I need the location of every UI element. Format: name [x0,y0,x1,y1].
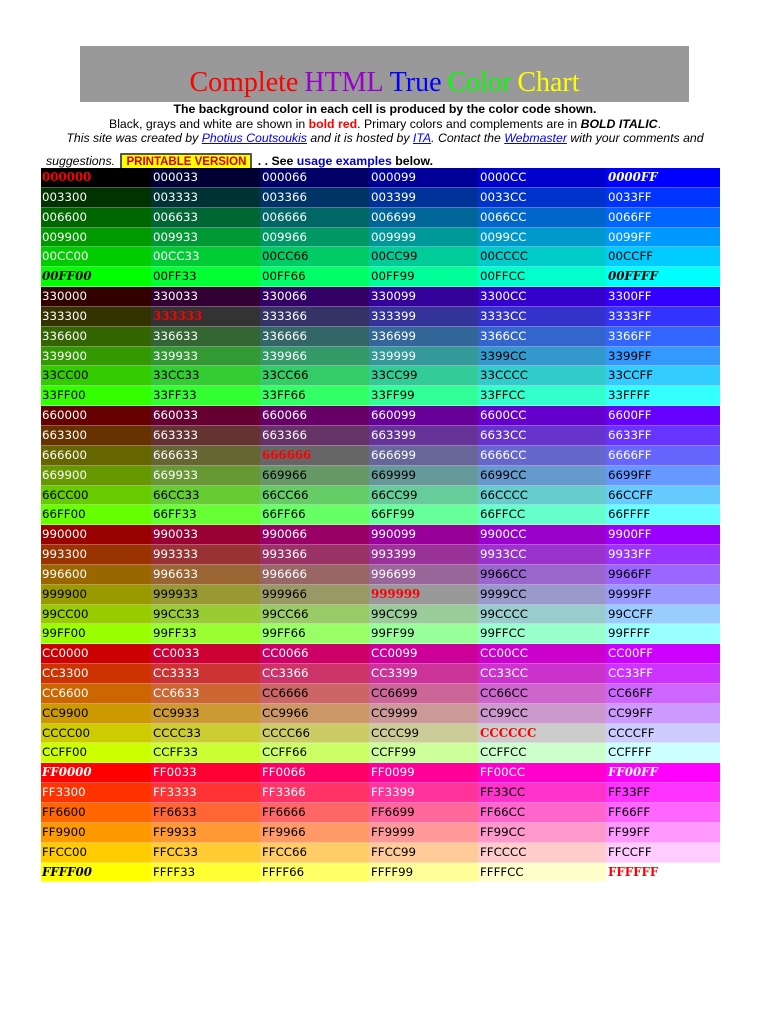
color-cell: CC66FF [606,684,720,704]
color-cell: 66FFFF [606,505,720,525]
color-cell: 99CC66 [260,605,369,625]
color-cell: 6699FF [606,466,720,486]
color-cell: CCCC99 [369,724,478,744]
title-word-chart: Chart [517,67,580,98]
color-cell: 669999 [369,466,478,486]
color-cell: 330099 [369,287,478,307]
color-cell: 003300 [41,188,151,208]
color-cell: 000033 [151,168,260,188]
color-cell: 00FFFF [606,267,720,287]
webmaster-link[interactable]: Webmaster [504,131,567,145]
color-cell: 00CC66 [260,247,369,267]
color-cell: 00FF99 [369,267,478,287]
color-cell: CC6699 [369,684,478,704]
color-cell: 0066CC [478,208,606,228]
color-cell: FF9966 [260,823,369,843]
color-cell: 9933CC [478,545,606,565]
color-cell: 99CCFF [606,605,720,625]
color-cell: 993366 [260,545,369,565]
color-cell: CC00CC [478,644,606,664]
color-cell: CC00FF [606,644,720,664]
color-cell: 669966 [260,466,369,486]
color-cell: 66CC66 [260,486,369,506]
color-cell: CC0000 [41,644,151,664]
color-cell: 00CCCC [478,247,606,267]
color-cell: CCCCCC [478,724,606,744]
color-cell: FF6600 [41,803,151,823]
color-cell: FF33CC [478,783,606,803]
color-cell: FF9933 [151,823,260,843]
color-cell: FF66FF [606,803,720,823]
color-cell: 996633 [151,565,260,585]
color-cell: CCCCFF [606,724,720,744]
color-cell: FF00CC [478,763,606,783]
color-cell: CCFF00 [41,743,151,763]
color-cell: 33CC33 [151,366,260,386]
color-cell: CC9999 [369,704,478,724]
color-cell: 33FFCC [478,386,606,406]
color-cell: 660000 [41,406,151,426]
color-cell: 9999CC [478,585,606,605]
color-cell: 0066FF [606,208,720,228]
color-cell: 000099 [369,168,478,188]
color-cell: 669933 [151,466,260,486]
color-cell: 003399 [369,188,478,208]
color-cell: CCFF66 [260,743,369,763]
intro-line-3d: with your comments and [566,131,704,145]
color-cell: 663399 [369,426,478,446]
color-cell: 999999 [369,585,478,605]
color-cell: 999933 [151,585,260,605]
color-cell: 3333CC [478,307,606,327]
color-cell: 006600 [41,208,151,228]
color-cell: 339900 [41,347,151,367]
color-cell: CC99CC [478,704,606,724]
color-cell: CC9900 [41,704,151,724]
color-cell: FFCCCC [478,843,606,863]
color-cell: 99CC33 [151,605,260,625]
color-cell: FF0000 [41,763,151,783]
color-cell: 00CC33 [151,247,260,267]
intro-line-2a: Black, grays and white are shown in [109,116,309,131]
color-cell: 9966FF [606,565,720,585]
title-word-true: True [389,67,442,98]
color-cell: 99FFCC [478,624,606,644]
color-cell: CC66CC [478,684,606,704]
color-cell: 666699 [369,446,478,466]
color-cell: FFCCFF [606,843,720,863]
color-cell: 66CC99 [369,486,478,506]
color-cell: CC3300 [41,664,151,684]
color-cell: 00CCFF [606,247,720,267]
color-cell: 9966CC [478,565,606,585]
color-cell: FF0033 [151,763,260,783]
color-cell: CC33FF [606,664,720,684]
usage-examples-link[interactable]: usage examples [296,153,392,168]
color-cell: CC33CC [478,664,606,684]
color-cell: FF0099 [369,763,478,783]
color-cell: CCFFCC [478,743,606,763]
intro-line-2b: . Primary colors and complements are in [357,116,581,131]
color-cell: 99FF33 [151,624,260,644]
intro-line-3 [40,131,730,146]
bold-italic-label: BOLD ITALIC [580,116,658,131]
color-cell: 99CCCC [478,605,606,625]
color-cell: 339933 [151,347,260,367]
bold-red-label: bold red [308,116,358,131]
color-cell: 0099CC [478,228,606,248]
color-cell: 990000 [41,525,151,545]
color-cell: FF66CC [478,803,606,823]
color-cell: 996666 [260,565,369,585]
title-banner [80,46,689,102]
color-cell: 993300 [41,545,151,565]
color-cell: 990099 [369,525,478,545]
title-word-complete: Complete [189,67,299,98]
intro-line-1: The background color in each cell is produced by the color code shown. [173,102,597,116]
color-cell: 66CC00 [41,486,151,506]
color-cell: FF99FF [606,823,720,843]
color-cell: 33CCFF [606,366,720,386]
color-cell: 33FF00 [41,386,151,406]
color-cell: CC6600 [41,684,151,704]
page-title [80,66,689,100]
color-cell: FFCC33 [151,843,260,863]
color-cell: 6600FF [606,406,720,426]
color-cell: FF6699 [369,803,478,823]
intro-line-4c: below. [391,153,434,168]
color-cell: CC3333 [151,664,260,684]
color-cell: 336666 [260,327,369,347]
color-cell: 9999FF [606,585,720,605]
color-cell: 0000FF [606,168,720,188]
color-cell: 66FFCC [478,505,606,525]
color-cell: CCFF33 [151,743,260,763]
color-cell: 66CCCC [478,486,606,506]
intro-line-2 [40,117,730,132]
color-cell: 66CC33 [151,486,260,506]
color-cell: FF3300 [41,783,151,803]
color-cell: 6666FF [606,446,720,466]
color-cell: CCFF99 [369,743,478,763]
title-word-color: Color [447,67,512,98]
color-cell: 000066 [260,168,369,188]
color-cell: 00FF66 [260,267,369,287]
color-cell: FFFF66 [260,863,369,883]
color-cell: 009966 [260,228,369,248]
color-cell: 99FFFF [606,624,720,644]
color-cell: 99FF99 [369,624,478,644]
color-cell: 990066 [260,525,369,545]
color-cell: CCCC66 [260,724,369,744]
color-cell: 006699 [369,208,478,228]
color-cell: 336633 [151,327,260,347]
title-word-html: HTML [304,67,384,98]
color-cell: 00CC00 [41,247,151,267]
color-cell: 990033 [151,525,260,545]
color-cell: CC6633 [151,684,260,704]
color-cell: 330066 [260,287,369,307]
color-cell: CC3366 [260,664,369,684]
color-cell: 660099 [369,406,478,426]
color-cell: 339966 [260,347,369,367]
color-cell: FFCC99 [369,843,478,863]
color-cell: 666633 [151,446,260,466]
color-cell: 3399CC [478,347,606,367]
color-cell: 996699 [369,565,478,585]
color-cell: 333333 [151,307,260,327]
color-cell: FFFF33 [151,863,260,883]
color-cell: FF99CC [478,823,606,843]
color-cell: 33CCCC [478,366,606,386]
color-cell: FFFFFF [606,863,720,883]
color-cell: 9900FF [606,525,720,545]
color-cell: 0099FF [606,228,720,248]
color-cell: CC0099 [369,644,478,664]
color-cell: FFCC66 [260,843,369,863]
color-cell: 66FF99 [369,505,478,525]
color-cell: CC0066 [260,644,369,664]
color-cell: 33FFFF [606,386,720,406]
color-cell: 00FFCC [478,267,606,287]
color-cell: FF9900 [41,823,151,843]
color-cell: 666666 [260,446,369,466]
color-cell: CC3399 [369,664,478,684]
color-cell: FF33FF [606,783,720,803]
color-cell: 336699 [369,327,478,347]
color-cell: 99CC00 [41,605,151,625]
color-cell: 0000CC [478,168,606,188]
color-cell: CCFFFF [606,743,720,763]
color-cell: 999900 [41,585,151,605]
color-cell: 003333 [151,188,260,208]
color-cell: FF6666 [260,803,369,823]
color-cell: 336600 [41,327,151,347]
color-cell: 33CC00 [41,366,151,386]
color-cell: 330033 [151,287,260,307]
color-cell: 333300 [41,307,151,327]
color-chart-table [41,168,720,882]
color-cell: 666600 [41,446,151,466]
color-cell: 33CC99 [369,366,478,386]
color-cell: 6699CC [478,466,606,486]
intro-line-3a: This site was created by [66,131,202,145]
intro-line-4b: . . See [254,153,297,168]
color-cell: CCCC33 [151,724,260,744]
color-cell: 663366 [260,426,369,446]
color-cell: 00FF00 [41,267,151,287]
color-cell: 9933FF [606,545,720,565]
color-cell: 009900 [41,228,151,248]
color-cell: 6633CC [478,426,606,446]
color-cell: CCCC00 [41,724,151,744]
color-cell: 663300 [41,426,151,446]
author-link[interactable]: Photius Coutsoukis [201,131,307,145]
color-cell: 000000 [41,168,151,188]
printable-version-button[interactable]: PRINTABLE VERSION [120,153,252,171]
color-cell: 669900 [41,466,151,486]
color-cell: CC9933 [151,704,260,724]
color-cell: FF9999 [369,823,478,843]
color-cell: 006666 [260,208,369,228]
intro-line-3c: . Contact the [431,131,505,145]
color-cell: 3300FF [606,287,720,307]
color-cell: 33FF33 [151,386,260,406]
color-cell: 660066 [260,406,369,426]
color-cell: 66CCFF [606,486,720,506]
color-cell: 33FF66 [260,386,369,406]
color-cell: CC0033 [151,644,260,664]
color-cell: 009999 [369,228,478,248]
color-cell: 3333FF [606,307,720,327]
color-cell: 33FF99 [369,386,478,406]
color-cell: 3366CC [478,327,606,347]
color-cell: 6633FF [606,426,720,446]
color-cell: 663333 [151,426,260,446]
color-cell: FFFFCC [478,863,606,883]
color-cell: 66FF00 [41,505,151,525]
color-cell: 0033FF [606,188,720,208]
color-cell: 3366FF [606,327,720,347]
color-cell: CC6666 [260,684,369,704]
color-cell: FF3333 [151,783,260,803]
color-cell: FF3366 [260,783,369,803]
color-cell: 00FF33 [151,267,260,287]
color-cell: FF0066 [260,763,369,783]
color-cell: 99FF00 [41,624,151,644]
color-cell: 996600 [41,565,151,585]
color-cell: FF3399 [369,783,478,803]
intro-line-2c: . [657,116,661,131]
color-cell: FFFF99 [369,863,478,883]
color-cell: 999966 [260,585,369,605]
color-cell: 339999 [369,347,478,367]
color-cell: 009933 [151,228,260,248]
color-cell: 6600CC [478,406,606,426]
color-cell: 333366 [260,307,369,327]
intro-line-4a: suggestions. [46,153,116,168]
color-cell: 003366 [260,188,369,208]
color-cell: FFFF00 [41,863,151,883]
color-cell: 6666CC [478,446,606,466]
color-cell: 0033CC [478,188,606,208]
intro-line-3b: and it is hosted by [306,131,413,145]
color-cell: 660033 [151,406,260,426]
color-cell: 00CC99 [369,247,478,267]
color-cell: 3399FF [606,347,720,367]
color-cell: CC9966 [260,704,369,724]
host-link[interactable]: ITA [412,131,432,145]
color-cell: 66FF66 [260,505,369,525]
color-cell: 993399 [369,545,478,565]
color-cell: FF6633 [151,803,260,823]
intro-text [40,102,730,171]
color-cell: 33CC66 [260,366,369,386]
color-cell: FFCC00 [41,843,151,863]
color-cell: 330000 [41,287,151,307]
color-cell: CC99FF [606,704,720,724]
color-cell: 333399 [369,307,478,327]
color-cell: 66FF33 [151,505,260,525]
color-cell: 99FF66 [260,624,369,644]
color-cell: 993333 [151,545,260,565]
color-cell: 9900CC [478,525,606,545]
color-cell: 99CC99 [369,605,478,625]
color-cell: 006633 [151,208,260,228]
color-cell: FF00FF [606,763,720,783]
color-cell: 3300CC [478,287,606,307]
